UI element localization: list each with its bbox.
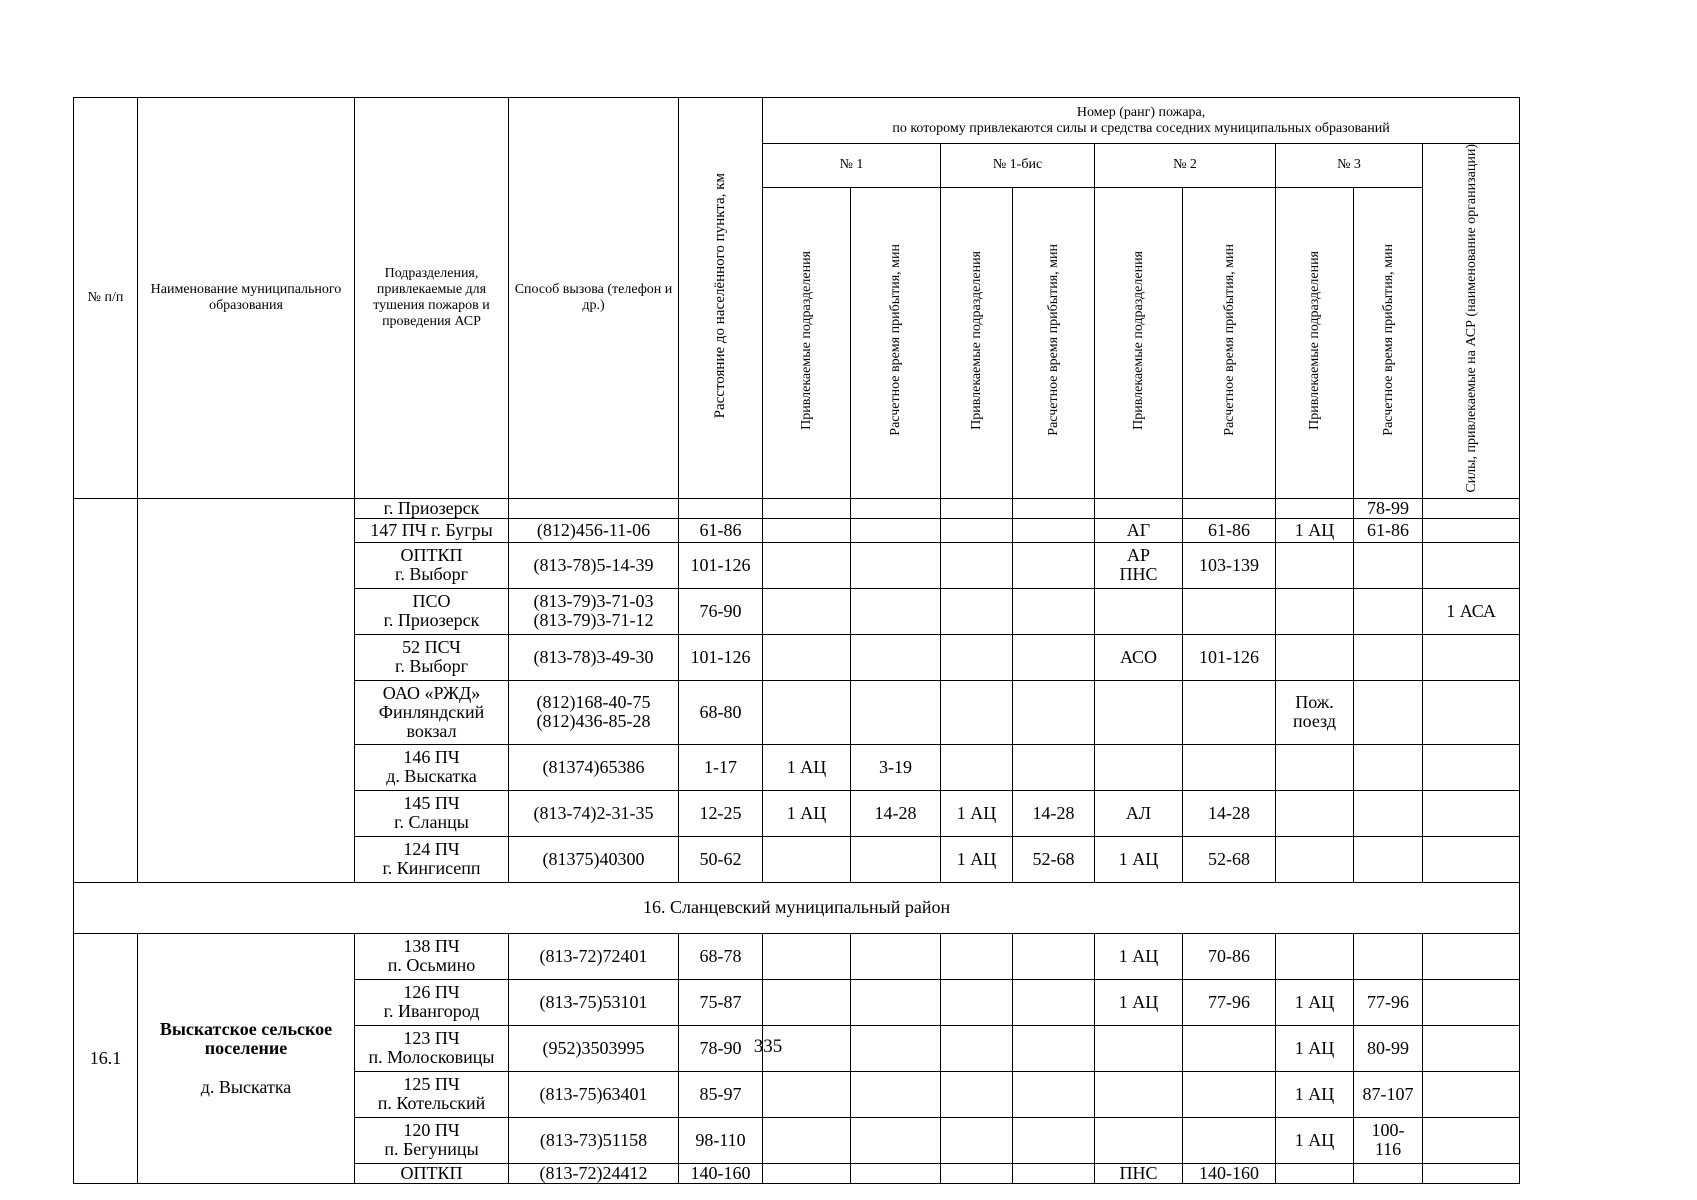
table-cell	[1276, 744, 1354, 790]
table-cell	[941, 498, 1013, 518]
table-cell: ПНС	[1095, 1163, 1183, 1183]
header-num: № п/п	[74, 98, 138, 499]
table-cell: 147 ПЧ г. Бугры	[355, 518, 509, 542]
table-cell: (813-78)3-49-30	[509, 634, 679, 680]
table-cell	[851, 588, 941, 634]
table-cell	[1354, 744, 1423, 790]
table-cell	[1276, 836, 1354, 882]
table-cell	[1095, 744, 1183, 790]
table-cell: 52 ПСЧ г. Выборг	[355, 634, 509, 680]
table-cell	[1095, 498, 1183, 518]
table-cell	[1013, 1163, 1095, 1183]
table-cell	[1423, 680, 1520, 744]
header-name: Наименование муниципального образования	[138, 98, 355, 499]
table-cell	[763, 634, 851, 680]
table-cell	[941, 1071, 1013, 1117]
table-cell	[851, 836, 941, 882]
table-cell	[851, 1117, 941, 1163]
header-rank-2: № 2	[1095, 144, 1276, 188]
table-cell: 140-160	[679, 1163, 763, 1183]
table-cell: 78-99	[1354, 498, 1423, 518]
header-rank	[763, 98, 1520, 144]
table-cell: (81375)40300	[509, 836, 679, 882]
table-cell	[1013, 498, 1095, 518]
table-cell	[1276, 542, 1354, 588]
table-cell	[763, 542, 851, 588]
table-cell: (813-72)72401	[509, 933, 679, 979]
table-cell: (813-75)63401	[509, 1071, 679, 1117]
table-cell	[679, 498, 763, 518]
table-cell	[763, 979, 851, 1025]
fire-forces-table	[73, 97, 1520, 1184]
table-cell: ПСО г. Приозерск	[355, 588, 509, 634]
table-cell	[1423, 933, 1520, 979]
table-cell	[1095, 588, 1183, 634]
table-cell: (813-72)24412	[509, 1163, 679, 1183]
table-cell	[1354, 790, 1423, 836]
continued-num-cell	[74, 498, 138, 882]
table-cell: (813-79)3-71-03 (813-79)3-71-12	[509, 588, 679, 634]
table-cell	[1354, 542, 1423, 588]
table-cell	[851, 979, 941, 1025]
table-cell	[1183, 1071, 1276, 1117]
table-cell: 87-107	[1354, 1071, 1423, 1117]
table-cell: 1 АЦ	[941, 790, 1013, 836]
table-cell	[941, 933, 1013, 979]
table-row	[74, 933, 1520, 979]
table-cell	[1095, 1117, 1183, 1163]
table-cell	[1276, 1163, 1354, 1183]
table-cell	[1183, 1117, 1276, 1163]
table-cell: 77-96	[1183, 979, 1276, 1025]
table-cell	[941, 542, 1013, 588]
table-cell: (812)168-40-75 (812)436-85-28	[509, 680, 679, 744]
table-cell: 1 АЦ	[1276, 1117, 1354, 1163]
table-cell	[1276, 933, 1354, 979]
table-cell: 80-99	[1354, 1025, 1423, 1071]
table-cell	[1423, 1071, 1520, 1117]
entry-settlement: д. Выскатка	[200, 1076, 292, 1097]
table-cell: ОАО «РЖД» Финляндский вокзал	[355, 680, 509, 744]
table-cell	[941, 744, 1013, 790]
table-cell: ОПТКП г. Выборг	[355, 542, 509, 588]
table-cell	[1013, 518, 1095, 542]
table-cell	[1354, 634, 1423, 680]
header-rank-line2: по которому привлекаются силы и средства соседних муниципальных образований	[892, 120, 1390, 136]
table-cell: АЛ	[1095, 790, 1183, 836]
header-distance: Расстояние до населённого пункта, км	[679, 98, 763, 499]
table-cell	[1013, 933, 1095, 979]
table-cell: (813-78)5-14-39	[509, 542, 679, 588]
table-cell	[1423, 790, 1520, 836]
table-cell	[763, 498, 851, 518]
table-cell	[1276, 634, 1354, 680]
table-cell: 123 ПЧ п. Молосковицы	[355, 1025, 509, 1071]
table-cell: (813-75)53101	[509, 979, 679, 1025]
table-cell: 103-139	[1183, 542, 1276, 588]
table-cell: 1 АЦ	[1276, 1025, 1354, 1071]
table-cell	[1013, 744, 1095, 790]
table-cell: 101-126	[1183, 634, 1276, 680]
table-cell	[763, 680, 851, 744]
table-cell: 101-126	[679, 542, 763, 588]
table-cell: 85-97	[679, 1071, 763, 1117]
table-cell	[1354, 680, 1423, 744]
table-cell: (813-74)2-31-35	[509, 790, 679, 836]
header-rank-3: № 3	[1276, 144, 1423, 188]
table-cell: 61-86	[1354, 518, 1423, 542]
table-cell	[1354, 933, 1423, 979]
table-cell	[763, 588, 851, 634]
header-rank-1bis: № 1-бис	[941, 144, 1095, 188]
table-cell	[1423, 518, 1520, 542]
table-cell	[941, 979, 1013, 1025]
table-cell	[941, 588, 1013, 634]
table-cell: 77-96	[1354, 979, 1423, 1025]
table-cell	[509, 498, 679, 518]
header-r3-time: Расчетное время прибытия, мин	[1354, 187, 1423, 498]
table-cell: 12-25	[679, 790, 763, 836]
table-cell: 1 АЦ	[1095, 836, 1183, 882]
table-cell: 50-62	[679, 836, 763, 882]
header-r1-units: Привлекаемые подразделения	[763, 187, 851, 498]
header-asr: Силы, привлекаемые на АСР (наименование организации)	[1423, 144, 1520, 499]
table-cell	[1423, 498, 1520, 518]
table-cell: 76-90	[679, 588, 763, 634]
table-cell: ОПТКП	[355, 1163, 509, 1183]
table-cell	[763, 518, 851, 542]
table-cell: АСО	[1095, 634, 1183, 680]
table-cell	[851, 1163, 941, 1183]
header-r3-units: Привлекаемые подразделения	[1276, 187, 1354, 498]
table-cell: 120 ПЧ п. Бегуницы	[355, 1117, 509, 1163]
table-cell: Пож. поезд	[1276, 680, 1354, 744]
table-cell: г. Приозерск	[355, 498, 509, 518]
table-cell: 61-86	[679, 518, 763, 542]
table-cell: 75-87	[679, 979, 763, 1025]
table-cell	[851, 933, 941, 979]
table-cell: 125 ПЧ п. Котельский	[355, 1071, 509, 1117]
table-cell: (952)3503995	[509, 1025, 679, 1071]
continued-name-cell	[138, 498, 355, 882]
table-cell: 1 АЦ	[763, 744, 851, 790]
entry-name: Выскатское сельское поселение	[159, 1018, 333, 1058]
table-cell	[1013, 542, 1095, 588]
page-number: 335	[753, 1036, 783, 1057]
table-cell: 1 АЦ	[1276, 1071, 1354, 1117]
table-cell	[1013, 588, 1095, 634]
table-cell: АГ	[1095, 518, 1183, 542]
table-cell: 78-90	[679, 1025, 763, 1071]
table-cell	[1013, 634, 1095, 680]
table-cell	[763, 1071, 851, 1117]
table-cell: 1-17	[679, 744, 763, 790]
section-title: 16. Сланцевский муниципальный район	[74, 882, 1520, 933]
header-r1bis-time: Расчетное время прибытия, мин	[1013, 187, 1095, 498]
table-cell	[941, 1117, 1013, 1163]
table-cell: 61-86	[1183, 518, 1276, 542]
table-cell: 140-160	[1183, 1163, 1276, 1183]
table-cell	[941, 680, 1013, 744]
entry-name-cell	[138, 933, 355, 1183]
table-cell: (81374)65386	[509, 744, 679, 790]
table-cell: 124 ПЧ г. Кингисепп	[355, 836, 509, 882]
table-cell: 14-28	[851, 790, 941, 836]
table-cell	[1423, 1163, 1520, 1183]
header-r1-time: Расчетное время прибытия, мин	[851, 187, 941, 498]
table-cell	[763, 836, 851, 882]
table-cell: 1 АЦ	[1276, 979, 1354, 1025]
table-cell: 14-28	[1183, 790, 1276, 836]
table-cell	[1276, 790, 1354, 836]
header-r2-units: Привлекаемые подразделения	[1095, 187, 1183, 498]
table-cell: 3-19	[851, 744, 941, 790]
table-cell: АР ПНС	[1095, 542, 1183, 588]
table-cell	[1183, 498, 1276, 518]
table-cell	[1276, 588, 1354, 634]
table-cell: 68-80	[679, 680, 763, 744]
table-cell	[1354, 836, 1423, 882]
table-cell	[1013, 1117, 1095, 1163]
table-cell: 1 АЦ	[1276, 518, 1354, 542]
table-cell	[1183, 588, 1276, 634]
table-cell	[851, 542, 941, 588]
table-cell	[941, 1163, 1013, 1183]
table-cell: 70-86	[1183, 933, 1276, 979]
table-cell	[1013, 680, 1095, 744]
table-cell	[851, 680, 941, 744]
table-cell	[851, 518, 941, 542]
table-cell	[851, 634, 941, 680]
table-cell	[1423, 542, 1520, 588]
header-rank-line1: Номер (ранг) пожара,	[1076, 104, 1206, 120]
table-cell	[763, 933, 851, 979]
table-cell: 126 ПЧ г. Ивангород	[355, 979, 509, 1025]
table-cell	[1354, 1163, 1423, 1183]
table-cell	[851, 1071, 941, 1117]
table-cell: 146 ПЧ д. Выскатка	[355, 744, 509, 790]
table-cell: 1 АЦ	[941, 836, 1013, 882]
entry-num: 16.1	[74, 933, 138, 1183]
table-cell	[1183, 744, 1276, 790]
table-cell: 100- 116	[1354, 1117, 1423, 1163]
table-row	[74, 498, 1520, 518]
table-cell	[1423, 979, 1520, 1025]
table-cell: 14-28	[1013, 790, 1095, 836]
table-cell	[1013, 979, 1095, 1025]
table-cell	[941, 518, 1013, 542]
table-cell: 52-68	[1013, 836, 1095, 882]
table-cell	[1423, 634, 1520, 680]
table-cell	[1423, 744, 1520, 790]
table-cell	[763, 1163, 851, 1183]
table-cell	[1013, 1071, 1095, 1117]
section-row	[74, 882, 1520, 933]
table-cell	[1354, 588, 1423, 634]
header-call: Способ вызова (телефон и др.)	[509, 98, 679, 499]
table-cell: 1 АЦ	[1095, 979, 1183, 1025]
table-cell	[1183, 680, 1276, 744]
table-cell: 68-78	[679, 933, 763, 979]
table-cell: 1 АСА	[1423, 588, 1520, 634]
table-cell	[941, 634, 1013, 680]
table-cell	[1276, 498, 1354, 518]
table-cell: 101-126	[679, 634, 763, 680]
table-cell: 1 АЦ	[1095, 933, 1183, 979]
header-units: Подразделения, привлекаемые для тушения пожаров и проведения АСР	[355, 98, 509, 499]
table-cell	[763, 1117, 851, 1163]
table-cell: 145 ПЧ г. Сланцы	[355, 790, 509, 836]
header-r1bis-units: Привлекаемые подразделения	[941, 187, 1013, 498]
table-cell: 52-68	[1183, 836, 1276, 882]
header-r2-time: Расчетное время прибытия, мин	[1183, 187, 1276, 498]
table-cell	[1423, 836, 1520, 882]
table-cell: (812)456-11-06	[509, 518, 679, 542]
table-cell: 98-110	[679, 1117, 763, 1163]
table-cell	[1095, 1071, 1183, 1117]
table-cell	[851, 498, 941, 518]
header-rank-1: № 1	[763, 144, 941, 188]
table-cell: 1 АЦ	[763, 790, 851, 836]
table-cell: (813-73)51158	[509, 1117, 679, 1163]
table-cell: 138 ПЧ п. Осьмино	[355, 933, 509, 979]
table-cell	[1423, 1117, 1520, 1163]
table-cell	[1095, 680, 1183, 744]
